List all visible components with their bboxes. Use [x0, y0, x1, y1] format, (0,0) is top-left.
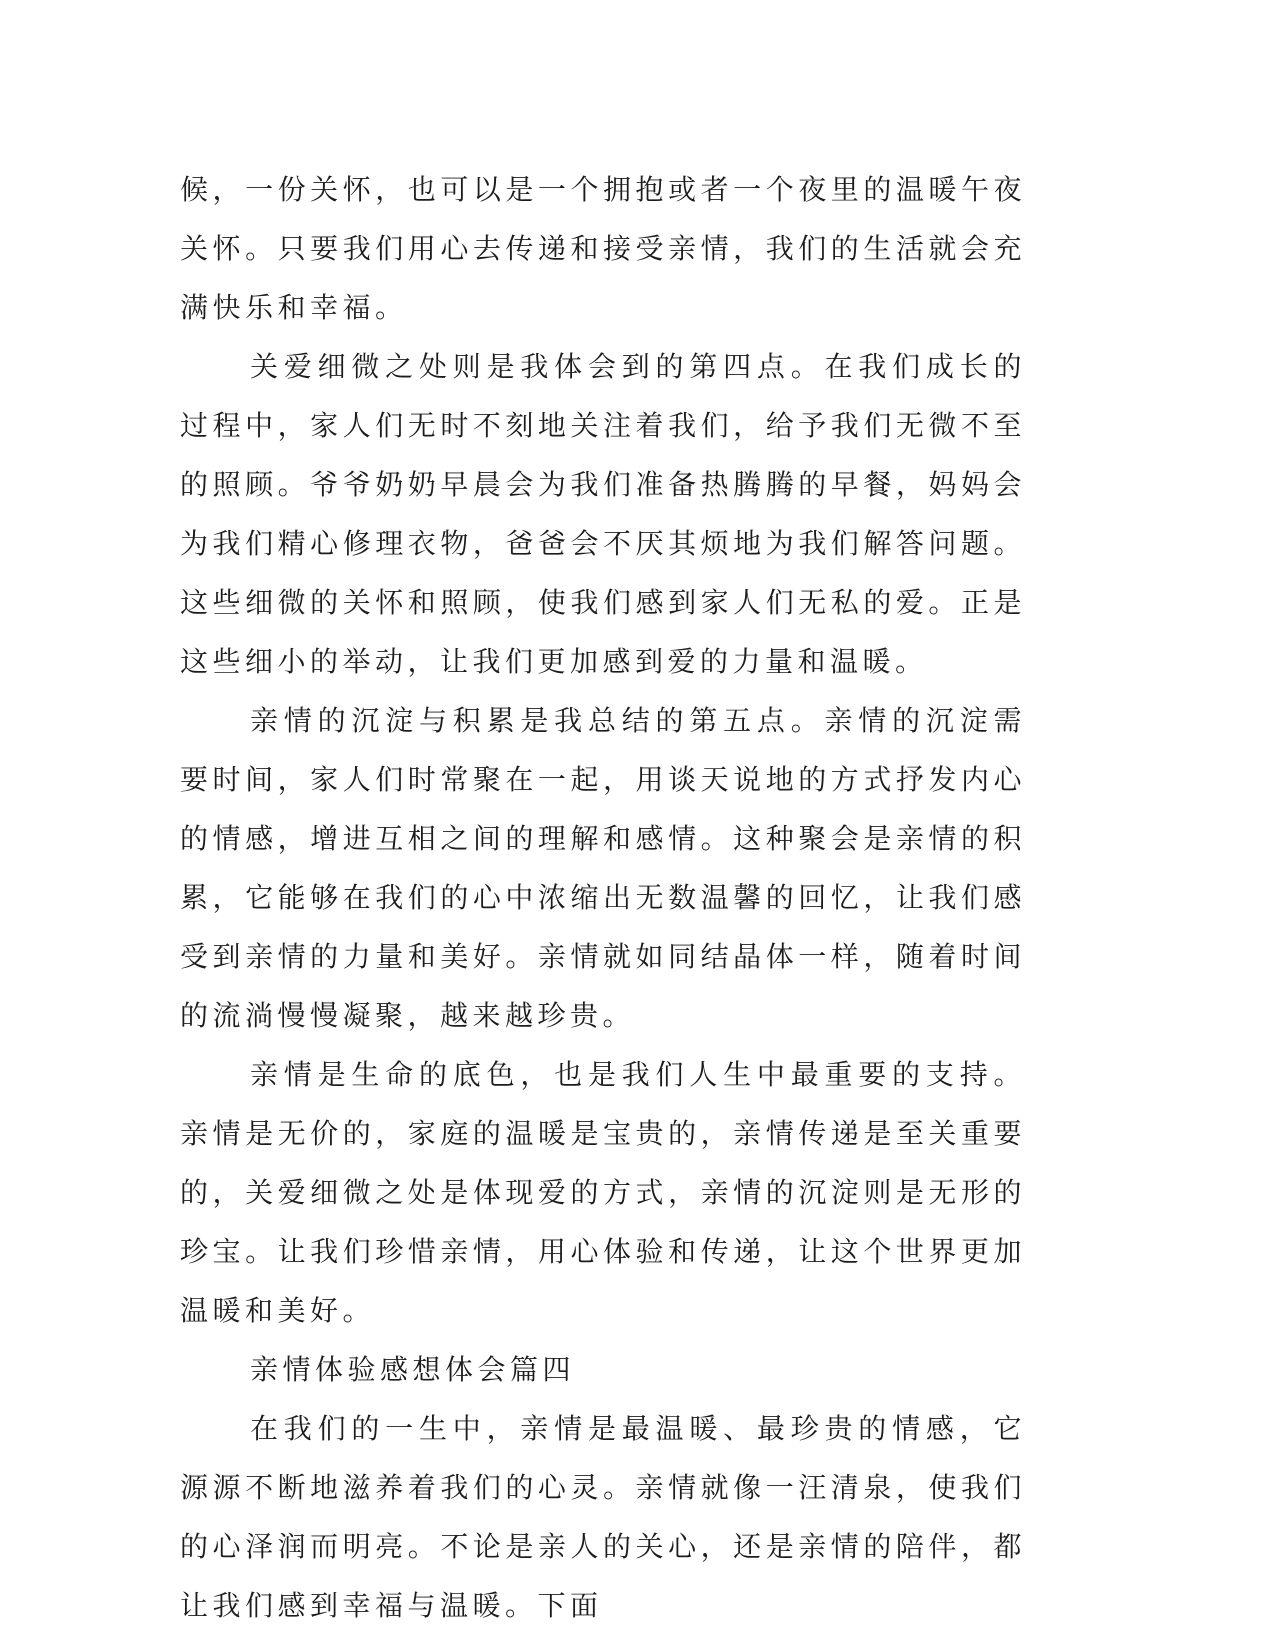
document-page [180, 160, 1026, 1635]
paragraph-fifth-point: 亲情的沉淀与积累是我总结的第五点。亲情的沉淀需要时间，家人们时常聚在一起，用谈天说地的方式抒发内心的情感，增进互相之间的理解和感情。这种聚会是亲情的积累，它能够在我们的心中浓缩出无数温馨的回忆，让我们感受到亲情的力量和美好。亲情就如同结晶体一样，随着时间的流淌慢慢凝聚，越来越珍贵。 [180, 704, 1026, 1032]
paragraph-section-intro: 在我们的一生中，亲情是最温暖、最珍贵的情感，它源源不断地滋养着我们的心灵。亲情就像一汪清泉，使我们的心泽润而明亮。不论是亲人的关心，还是亲情的陪伴，都让我们感到幸福与温暖。下面 [180, 1412, 1026, 1622]
paragraph-conclusion: 亲情是生命的底色，也是我们人生中最重要的支持。亲情是无价的，家庭的温暖是宝贵的，亲情传递是至关重要的，关爱细微之处是体现爱的方式，亲情的沉淀则是无形的珍宝。让我们珍惜亲情，用心体验和传递，让这个世界更加温暖和美好。 [180, 1058, 1026, 1327]
section-heading: 亲情体验感想体会篇四 [250, 1353, 576, 1386]
paragraph-fourth-point: 关爱细微之处则是我体会到的第四点。在我们成长的过程中，家人们无时不刻地关注着我们，给予我们无微不至的照顾。爷爷奶奶早晨会为我们准备热腾腾的早餐，妈妈会为我们精心修理衣物，爸爸会不厌其烦地为我们解答问题。这些细微的关怀和照顾，使我们感到家人们无私的爱。正是这些细小的举动，让我们更加感到爱的力量和温暖。 [180, 350, 1026, 678]
paragraph-continuation: 候，一份关怀，也可以是一个拥抱或者一个夜里的温暖午夜关怀。只要我们用心去传递和接受亲情，我们的生活就会充满快乐和幸福。 [180, 173, 1026, 324]
